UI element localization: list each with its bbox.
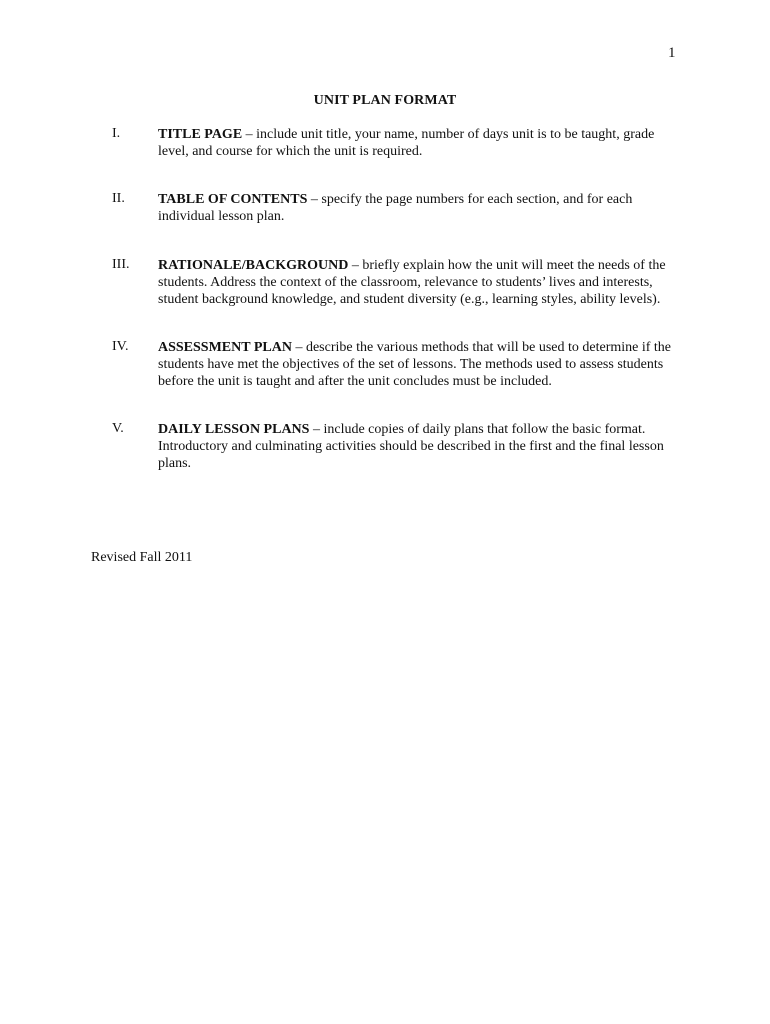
section-text: – describe the various methods that will be used to determine if the students have met the objectives of the set of lessons. The methods used to assess students before the unit is taught and after the unit concludes must be included. (158, 340, 672, 389)
section-text: – specify the page numbers for each section, and for each individual lesson plan. (158, 192, 633, 224)
section-body (158, 191, 672, 225)
section-body (158, 126, 672, 160)
section-heading: TITLE PAGE (158, 127, 243, 142)
section-body (158, 339, 672, 390)
section-numeral: III. (112, 257, 130, 272)
section-numeral: V. (112, 421, 124, 436)
page-number: 1 (668, 45, 676, 61)
revision-note: Revised Fall 2011 (91, 550, 193, 565)
section-text: – include copies of daily plans that follow the basic format. Introductory and culminating activities should be described in the first and the final lesson plans. (158, 422, 664, 471)
section-numeral: I. (112, 126, 121, 141)
document-title: UNIT PLAN FORMAT (313, 93, 457, 108)
section-heading: ASSESSMENT PLAN (158, 340, 292, 355)
section-body (158, 421, 672, 472)
section-heading: TABLE OF CONTENTS (158, 192, 308, 207)
section-text: – briefly explain how the unit will meet the needs of the students. Address the context of the classroom, relevance to students’ lives and interests, student background knowledge, and student diversity (e.g., learning styles, ability levels). (158, 258, 666, 307)
section-text: – include unit title, your name, number of days unit is to be taught, grade level, and course for which the unit is required. (158, 127, 655, 159)
section-heading: DAILY LESSON PLANS (158, 422, 310, 437)
section-numeral: IV. (112, 339, 129, 354)
section-heading: RATIONALE/BACKGROUND (158, 258, 349, 273)
section-numeral: II. (112, 191, 125, 206)
section-body (158, 257, 672, 308)
